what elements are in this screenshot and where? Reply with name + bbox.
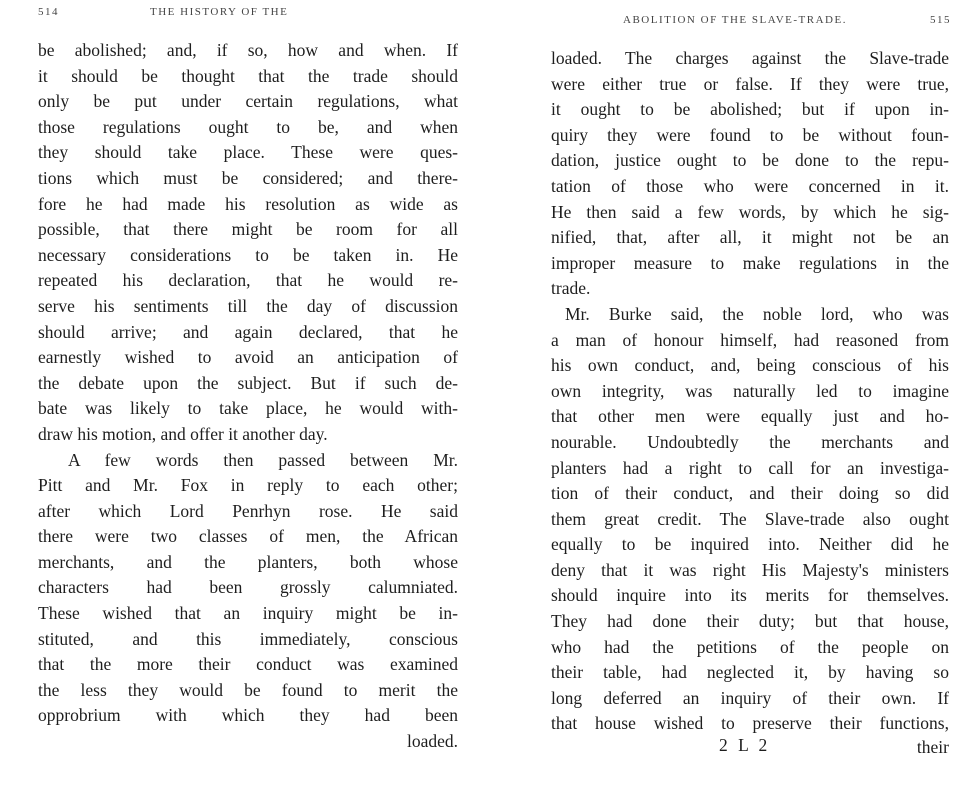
text-line: stituted, and this immediately, conscious [38, 628, 458, 649]
text-line: fore he had made his resolution as wide as [38, 193, 458, 214]
text-line: serve his sentiments till the day of discussion [38, 295, 458, 316]
text-line: that the more their conduct was examined [38, 654, 458, 675]
page-number-left: 514 [38, 6, 59, 18]
right-running-head [551, 6, 949, 24]
text-line: improper measure to make regulations in the [551, 252, 949, 273]
text-line: merchants, and the planters, both whose [38, 551, 458, 572]
text-line: there were two classes of men, the African [38, 526, 458, 547]
text-line: a man of honour himself, had reasoned from [551, 329, 949, 350]
left-body-text [38, 38, 458, 755]
text-line: loaded. [406, 731, 458, 752]
text-line: own integrity, was naturally led to imagine [551, 380, 949, 401]
signature-mark: 2 L 2 [719, 735, 771, 755]
text-line: A few words then passed between Mr. [68, 449, 458, 470]
text-line: deny that it was right His Majesty's ministers [551, 559, 949, 580]
running-title-right: ABOLITION OF THE SLAVE-TRADE. [623, 14, 847, 26]
text-line: tions which must be considered; and there- [38, 167, 458, 188]
text-line: after which Lord Penrhyn rose. He said [38, 500, 458, 521]
text-line: should inquire into its merits for themselves. [551, 585, 949, 606]
right-page [551, 0, 949, 791]
text-line: Mr. Burke said, the noble lord, who was [565, 303, 949, 324]
text-line: loaded. The charges against the Slave-trade [551, 48, 949, 68]
text-line: his own conduct, and, being conscious of his [551, 355, 949, 376]
text-line: bate was likely to take place, he would with- [38, 398, 458, 419]
text-line: should arrive; and again declared, that he [38, 321, 458, 342]
text-line: quiry they were found to be without foun- [551, 124, 949, 145]
text-line: dation, justice ought to be done to the repu- [551, 150, 949, 171]
text-line: were either true or false. If they were true, [551, 73, 949, 94]
text-line: possible, that there might be room for all [38, 219, 458, 240]
text-line: their table, had neglected it, by having so [551, 662, 949, 683]
catchword: their [916, 737, 949, 757]
text-line: These wished that an inquiry might be in- [38, 603, 458, 624]
text-line: tation of those who were concerned in it. [551, 175, 949, 196]
text-line: only be put under certain regulations, what [38, 91, 458, 112]
right-page-footer [551, 735, 949, 761]
text-line: tion of their conduct, and their doing so did [551, 483, 949, 504]
text-line: who had the petitions of the people on [551, 636, 949, 657]
text-line: be abolished; and, if so, how and when. If [38, 40, 458, 60]
text-line: nified, that, after all, it might not be an [551, 227, 949, 248]
text-line: that other men were equally just and ho- [551, 406, 949, 427]
text-line: necessary considerations to be taken in. He [38, 244, 458, 265]
running-title-left: THE HISTORY OF THE [150, 6, 289, 18]
text-line: trade. [551, 278, 591, 299]
left-running-head [38, 6, 458, 24]
text-line: earnestly wished to avoid an anticipation of [38, 347, 458, 368]
text-line: planters had a right to call for an investiga- [551, 457, 949, 478]
text-line: nourable. Undoubtedly the merchants and [551, 431, 949, 452]
text-line: it should be thought that the trade should [38, 65, 458, 86]
text-line: it ought to be abolished; but if upon in- [551, 99, 949, 120]
text-line: They had done their duty; but that house, [551, 611, 949, 632]
text-line: Pitt and Mr. Fox in reply to each other; [38, 475, 458, 496]
page-number-right: 515 [930, 14, 951, 26]
text-line: characters had been grossly calumniated. [38, 577, 458, 598]
text-line: draw his motion, and offer it another day. [38, 423, 328, 444]
text-line: opprobrium with which they had been [38, 705, 458, 726]
text-line: the less they would be found to merit the [38, 679, 458, 700]
right-body-text [551, 46, 949, 737]
text-line: He then said a few words, by which he sig- [551, 201, 949, 222]
text-line: equally to be inquired into. Neither did he [551, 534, 949, 555]
text-line: those regulations ought to be, and when [38, 116, 458, 137]
text-line: long deferred an inquiry of their own. If [551, 687, 949, 708]
left-page [38, 0, 458, 791]
text-line: they should take place. These were ques- [38, 142, 458, 163]
text-line: repeated his declaration, that he would re- [38, 270, 458, 291]
text-line: the debate upon the subject. But if such de- [38, 372, 458, 393]
text-line: them great credit. The Slave-trade also ought [551, 508, 949, 529]
text-line: that house wished to preserve their functions, [551, 713, 949, 734]
